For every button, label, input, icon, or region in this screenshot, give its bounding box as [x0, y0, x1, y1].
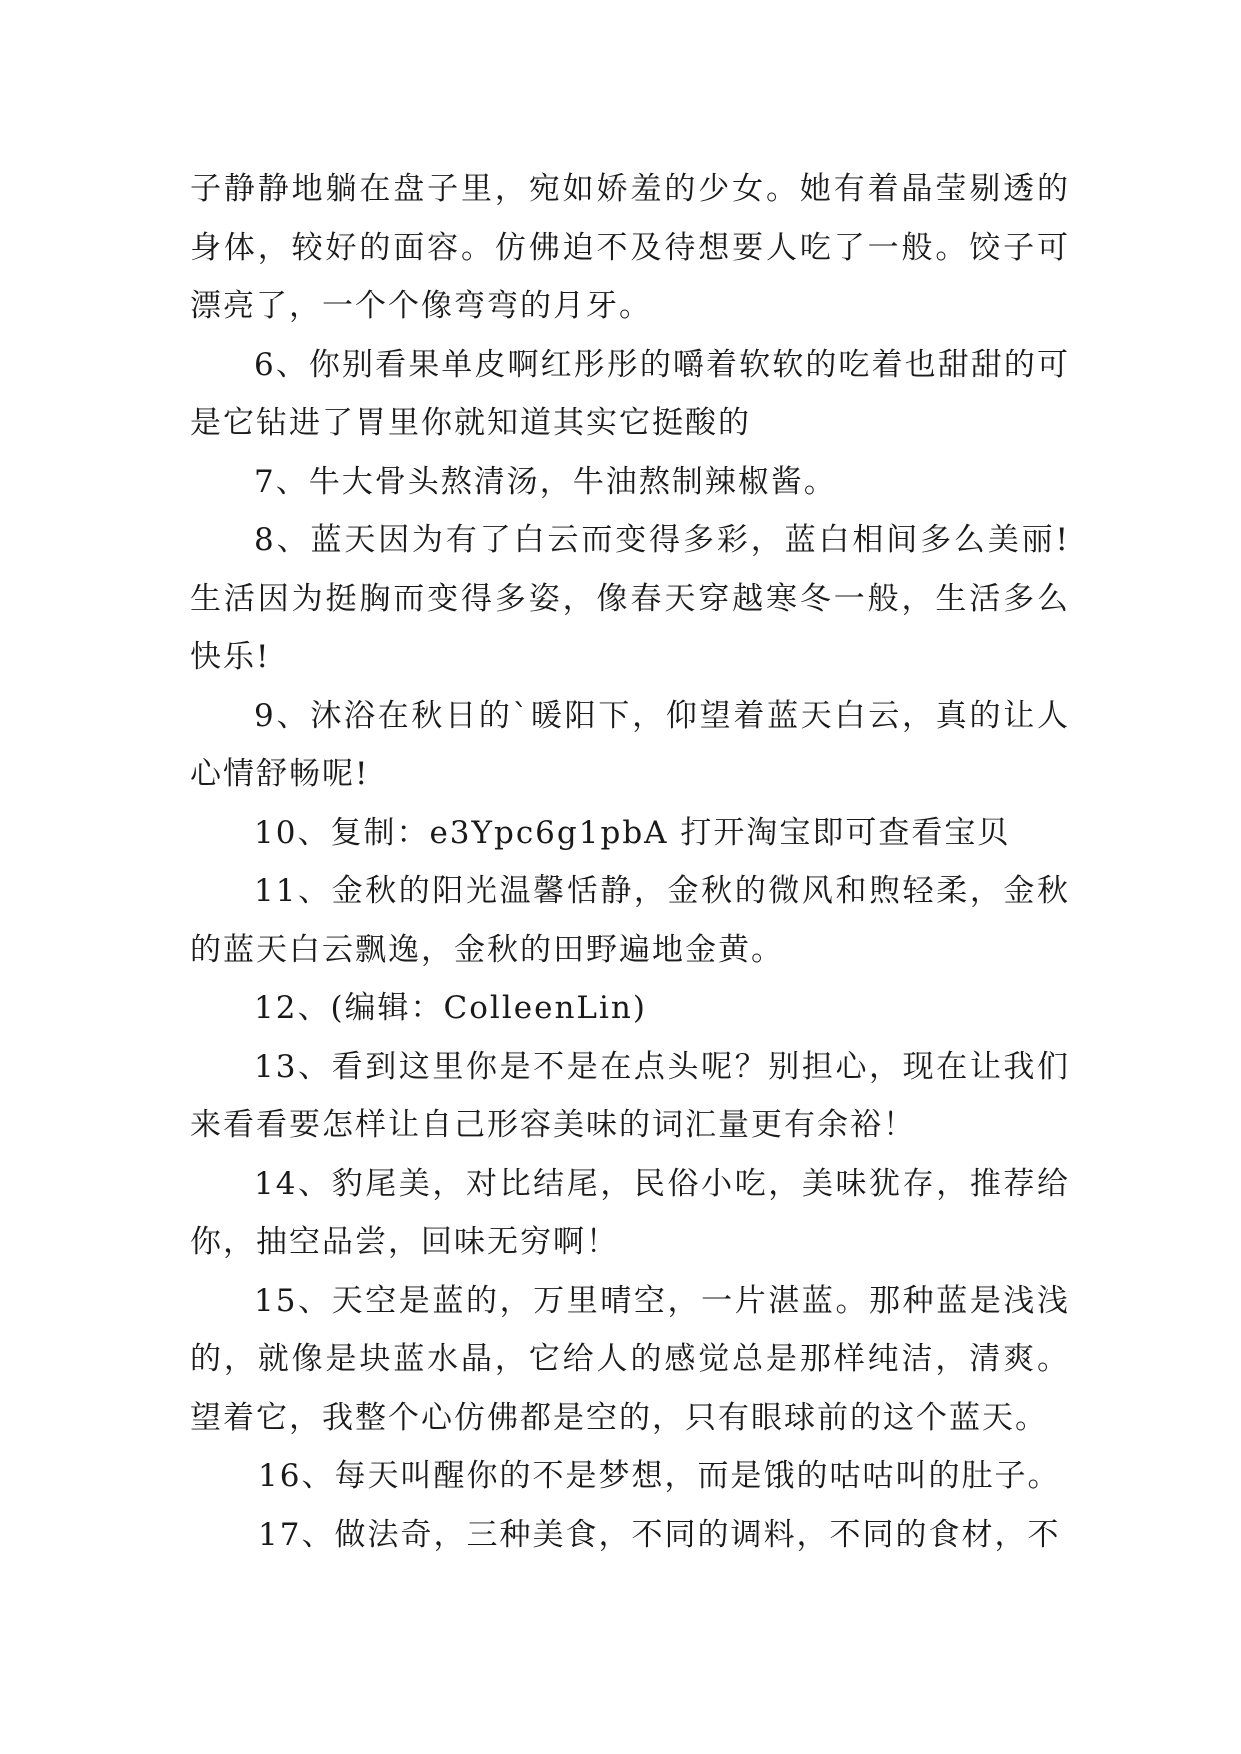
paragraph-item-15: 15、天空是蓝的，万里晴空，一片湛蓝。那种蓝是浅浅的，就像是块蓝水晶，它给人的感觉总是那样纯洁，清爽。望着它，我整个心仿佛都是空的，只有眼球前的这个蓝天。	[190, 1282, 1070, 1436]
paragraph-item-13: 13、看到这里你是不是在点头呢？别担心，现在让我们来看看要怎样让自己形容美味的词汇量更有余裕！	[190, 1048, 1070, 1143]
paragraph-item-12: 12、(编辑：ColleenLin)	[254, 990, 647, 1026]
paragraph-item-16: 16、每天叫醒你的不是梦想，而是饿的咕咕叫的肚子。	[258, 1458, 1061, 1494]
paragraph-item-14: 14、豹尾美，对比结尾，民俗小吃，美味犹存，推荐给你，抽空品尝，回味无穷啊！	[190, 1165, 1070, 1260]
paragraph-item-10: 10、复制：e3Ypc6g1pbA 打开淘宝即可查看宝贝	[254, 814, 1011, 851]
paragraph-item-9: 9、沐浴在秋日的`暖阳下，仰望着蓝天白云，真的让人心情舒畅呢!	[190, 697, 1070, 792]
paragraph-item-11: 11、金秋的阳光温馨恬静，金秋的微风和煦轻柔，金秋的蓝天白云飘逸，金秋的田野遍地金黄。	[190, 873, 1070, 968]
document-body	[190, 160, 1070, 1564]
paragraph-item-17: 17、做法奇，三种美食，不同的调料，不同的食材，不	[258, 1516, 1061, 1553]
paragraph-item-7: 7、牛大骨头熬清汤，牛油熬制辣椒酱。	[254, 463, 837, 500]
paragraph-continued: 子静静地躺在盘子里，宛如娇羞的少女。她有着晶莹剔透的身体，较好的面容。仿佛迫不及待想要人吃了一般。饺子可漂亮了，一个个像弯弯的月牙。	[190, 171, 1070, 324]
paragraph-item-8: 8、蓝天因为有了白云而变得多彩，蓝白相间多么美丽!生活因为挺胸而变得多姿，像春天穿越寒冬一般，生活多么快乐!	[190, 522, 1070, 675]
paragraph-item-6: 6、你别看果单皮啊红彤彤的嚼着软软的吃着也甜甜的可是它钻进了胃里你就知道其实它挺酸的	[190, 346, 1070, 441]
